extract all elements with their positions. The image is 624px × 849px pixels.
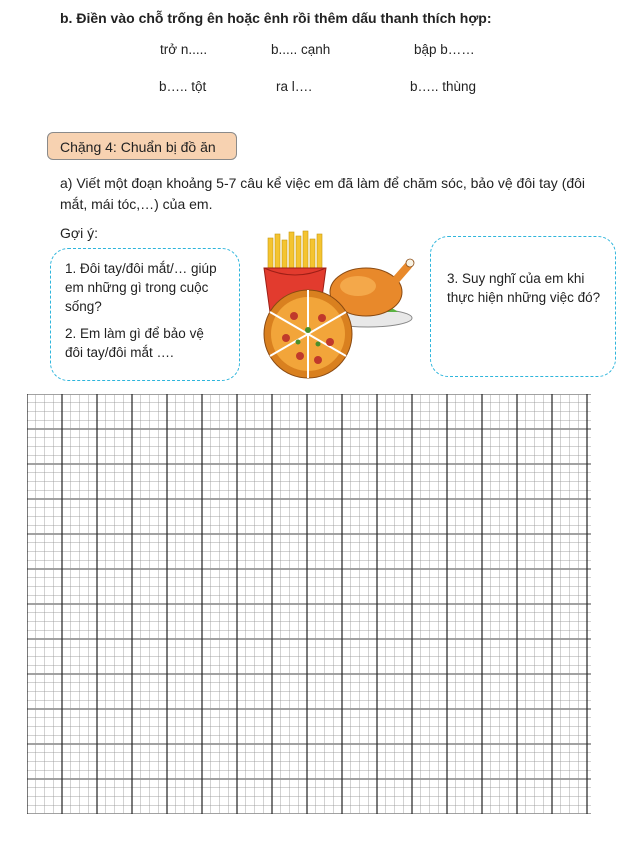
hint-question-1: 1. Đôi tay/đôi mắt/… giúp em những gì trong cuộc sống? [65,261,217,314]
hint-bubble-right [430,236,616,377]
fill-blank-item: b….. thùng [410,79,477,94]
fast-food-icon [256,230,416,380]
exercise-b-heading: b. Điền vào chỗ trống ên hoặc ênh rồi thêm dấu thanh thích hợp: [60,10,492,26]
hint-question-2: 2. Em làm gì để bảo vệ đôi tay/đôi mắt …. [65,326,204,360]
fill-blank-item: bập b…… [414,42,475,57]
stage-label: Chặng 4: Chuẩn bị đồ ăn [47,132,237,160]
fill-blank-item: ra l…. [276,79,313,94]
pizza-icon [264,290,352,378]
fill-blank-item: b..... cạnh [271,42,331,57]
task-prompt: a) Viết một đoạn khoảng 5-7 câu kể việc em đã làm để chăm sóc, bảo vệ đôi tay (đôi mắt, mái tóc,…) của em. [60,175,586,212]
hint-label: Gợi ý: [60,225,98,241]
hint-question-3: 3. Suy nghĩ của em khi thực hiện những việc đó? [447,271,601,305]
fill-blank-item: b….. tột [159,79,207,94]
fill-blank-item: trở n..... [160,42,208,57]
hint-bubble-left [50,248,240,381]
writing-grid[interactable] [27,394,591,814]
